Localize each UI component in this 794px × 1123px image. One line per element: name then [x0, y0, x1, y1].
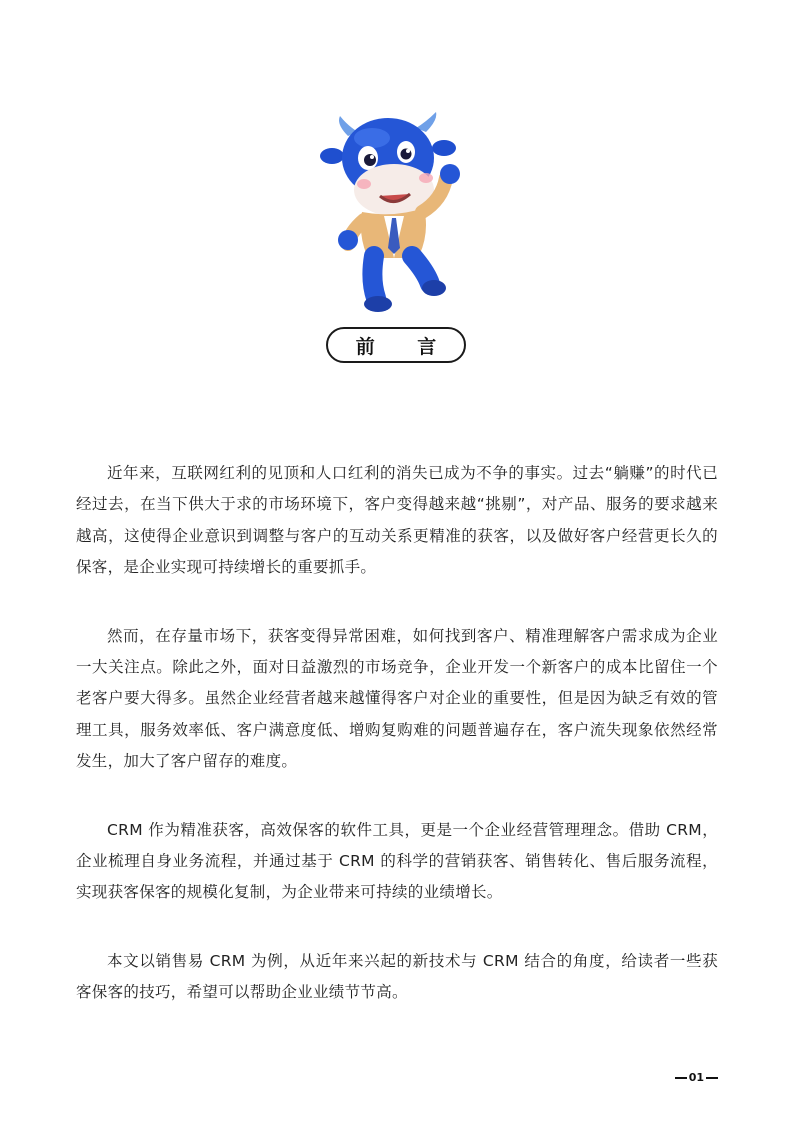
page-number-value: 01 [688, 1071, 704, 1084]
page-title: 前 言 [326, 327, 466, 363]
paragraph-4: 本文以销售易 CRM 为例，从近年来兴起的新技术与 CRM 结合的角度，给读者一些获客保客的技巧，希望可以帮助企业业绩节节高。 [76, 951, 718, 1002]
preface-body [76, 458, 718, 1046]
page-number [675, 1071, 718, 1084]
page-number-dash-right [706, 1077, 718, 1079]
page-number-dash-left [675, 1077, 687, 1079]
paragraph-1: 近年来，互联网红利的见顶和人口红利的消失已成为不争的事实。过去“躺赚”的时代已经过去，在当下供大于求的市场环境下，客户变得越来越“挑剔”，对产品、服务的要求越来越高，这使得企业意识到调整与客户的互动关系更精准的获客，以及做好客户经营更长久的保客，是企业实现可持续增长的重要抓手。 [76, 464, 718, 577]
paragraph-2: 然而，在存量市场下，获客变得异常困难，如何找到客户、精准理解客户需求成为企业一大关注点。除此之外，面对日益激烈的市场竞争，企业开发一个新客户的成本比留住一个老客户要大得多。虽然企业经营者越来越懂得客户对企业的重要性，但是因为缺乏有效的管理工具，服务效率低、客户满意度低、增购复购难的问题普遍存在，客户流失现象依然经常发生，加大了客户留存的难度。 [76, 626, 718, 771]
mascot-illustration [318, 108, 476, 314]
paragraph-3: CRM 作为精准获客，高效保客的软件工具，更是一个企业经营管理理念。借助 CRM，企业梳理自身业务流程，并通过基于 CRM 的科学的营销获客、销售转化、售后服务流程，实现获客保客的规模化复制，为企业带来可持续的业绩增长。 [76, 820, 718, 902]
